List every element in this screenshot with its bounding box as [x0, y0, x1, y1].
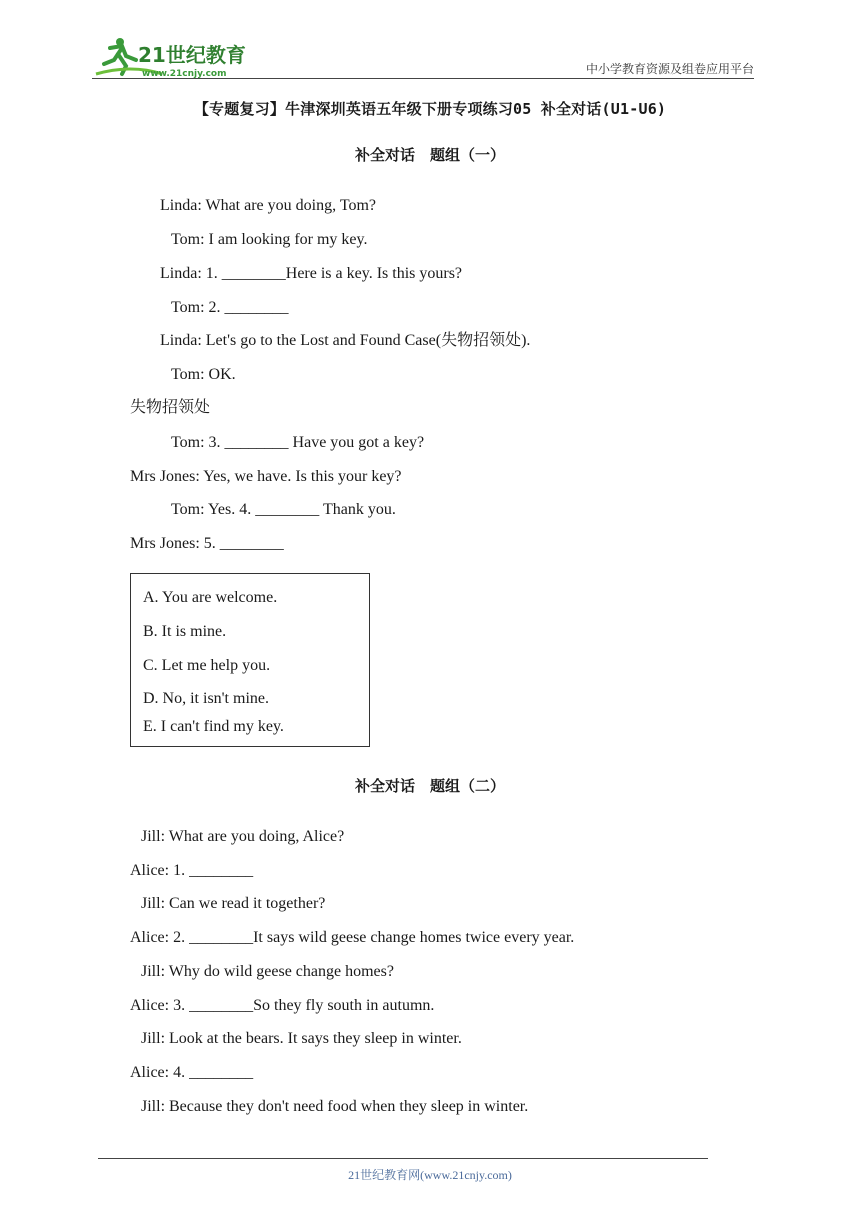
option-c: C. Let me help you. [143, 657, 271, 674]
option-e: E. I can't find my key. [143, 718, 284, 735]
dialogue-line: Tom: 2. ________ [171, 299, 289, 316]
option-d: D. No, it isn't mine. [143, 690, 269, 707]
dialogue-line: Jill: What are you doing, Alice? [141, 828, 345, 845]
svg-text:21世纪教育: 21世纪教育 [138, 43, 246, 67]
option-b: B. It is mine. [143, 623, 227, 640]
dialogue-line: Alice: 1. ________ [130, 862, 254, 879]
dialogue-line: Alice: 4. ________ [130, 1064, 254, 1081]
dialogue-line: Linda: Let's go to the Lost and Found Case(失物招领处). [160, 332, 531, 349]
dialogue-line: Linda: 1. ________Here is a key. Is this yours? [160, 265, 463, 282]
dialogue-line: Tom: Yes. 4. ________ Thank you. [171, 501, 396, 518]
dialogue-line: Tom: OK. [171, 366, 236, 383]
dialogue-line: Jill: Can we read it together? [141, 895, 326, 912]
dialogue-line: Mrs Jones: Yes, we have. Is this your key? [130, 468, 402, 485]
option-a: A. You are welcome. [143, 589, 278, 606]
dialogue-line: Tom: I am looking for my key. [171, 231, 368, 248]
dialogue-line: Mrs Jones: 5. ________ [130, 535, 284, 552]
header-divider [92, 78, 754, 79]
dialogue-line: Jill: Because they don't need food when they sleep in winter. [141, 1098, 529, 1115]
svg-text:www.21cnjy.com: www.21cnjy.com [142, 69, 227, 79]
dialogue-line: Jill: Why do wild geese change homes? [141, 963, 394, 980]
dialogue-line: Alice: 3. ________So they fly south in autumn. [130, 997, 435, 1014]
group1-title: 补全对话 题组（一） [354, 146, 505, 164]
dialogue-line: Alice: 2. ________It says wild geese change homes twice every year. [130, 929, 575, 946]
options-box [130, 573, 370, 747]
dialogue-line: Tom: 3. ________ Have you got a key? [171, 434, 425, 451]
group2-title: 补全对话 题组（二） [354, 777, 505, 795]
site-logo [92, 34, 262, 82]
document-title: 【专题复习】牛津深圳英语五年级下册专项练习05 补全对话(U1-U6) [193, 100, 667, 118]
footer-link[interactable]: 21世纪教育网(www.21cnjy.com) [348, 1168, 512, 1182]
footer-divider [98, 1158, 708, 1159]
dialogue-note: 失物招领处 [130, 399, 211, 416]
dialogue-line: Jill: Look at the bears. It says they sleep in winter. [141, 1030, 462, 1047]
platform-name: 中小学教育资源及组卷应用平台 [585, 62, 754, 76]
dialogue-line: Linda: What are you doing, Tom? [160, 197, 377, 214]
